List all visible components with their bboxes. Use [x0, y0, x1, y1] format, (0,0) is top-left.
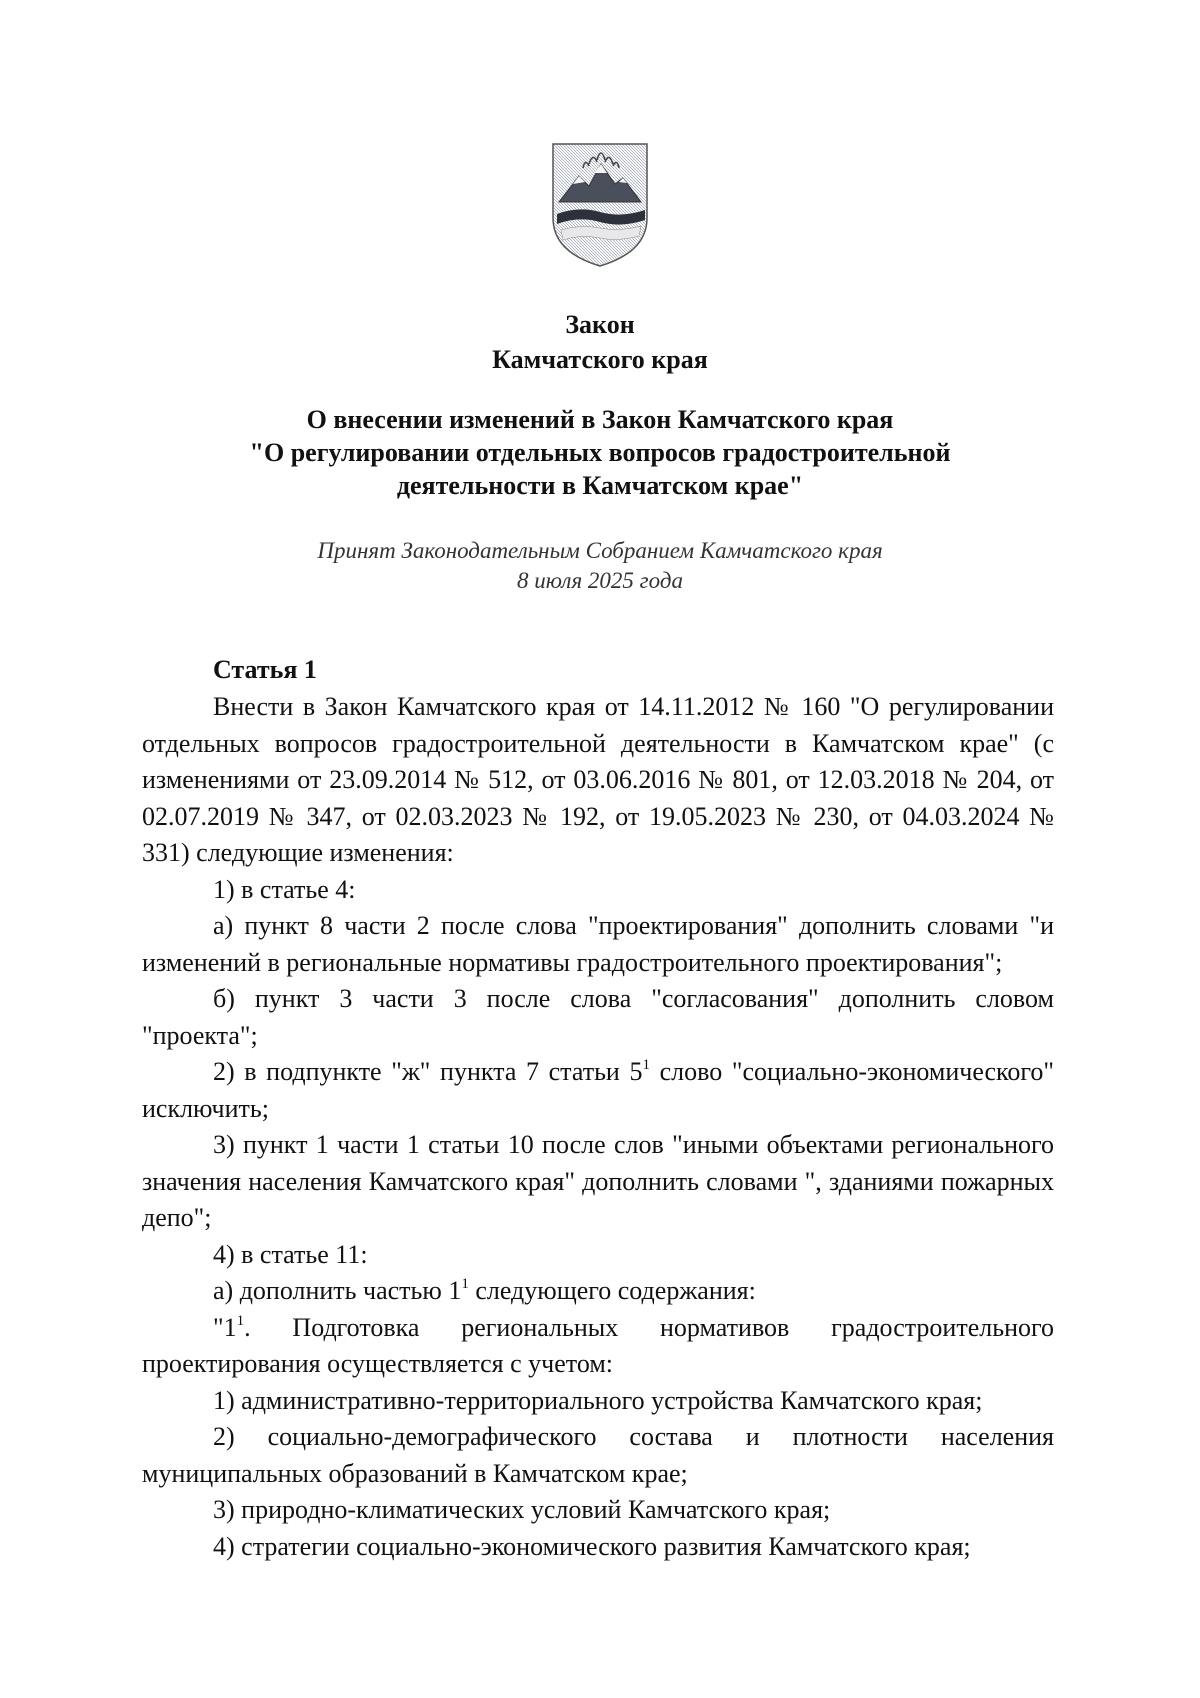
adoption-note [0, 536, 1200, 596]
article-body [142, 651, 1054, 1565]
item-text: "1 [213, 1312, 237, 1342]
article-item: 1) в статье 4: [213, 874, 356, 904]
superscript: 1 [642, 1057, 650, 1074]
document-subtitle [0, 403, 1200, 502]
title-line: Закон [565, 310, 635, 339]
list-item: 2) социально-демографического состава и плотности населения муниципальных образований в Камчатском крае; [142, 1422, 1054, 1488]
document-title [0, 307, 1200, 377]
subtitle-line: "О регулировании отдельных вопросов градостроительной [249, 438, 951, 467]
article-item [142, 1054, 1054, 1127]
item-text: слово "социально-экономического" исключить; [142, 1057, 1054, 1123]
item-text: следующего содержания: [468, 1276, 756, 1305]
adoption-date: 8 июля 2025 года [517, 568, 683, 593]
article-quote [142, 1310, 1054, 1383]
item-text: . Подготовка региональных нормативов градостроительного проектирования осуществляется с учетом: [142, 1312, 1054, 1378]
kamchatka-coat-of-arms-icon [549, 140, 651, 270]
subtitle-line: О внесении изменений в Закон Камчатского края [306, 405, 894, 434]
article-subitem: б) пункт 3 части 3 после слова "согласования" дополнить словом "проекта"; [142, 984, 1054, 1050]
item-text: а) дополнить частью 1 [213, 1276, 462, 1305]
article-paragraph: Внести в Закон Камчатского края от 14.11.2012 № 160 "О регулировании отдельных вопросов градостроительной деятельности в Камчатском крае" (с изменениями от 23.09.2014 № 512, от 03.06.2016 № 801, от 12.03.2018 № 204, от 02.07.2019 № 347, от 02.03.2023 № 192, от 19.05.2023 № 230, от 04.03.2024 № 331) следующие изменения: [142, 692, 1054, 867]
article-item: 4) в статье 11: [213, 1239, 368, 1269]
article-heading: Статья 1 [213, 655, 317, 684]
superscript: 1 [461, 1276, 469, 1293]
article-subitem [142, 1273, 1054, 1310]
list-item: 1) административно-территориального устройства Камчатского края; [213, 1385, 983, 1415]
item-text: 2) в подпункте "ж" пункта 7 статьи 5 [213, 1057, 643, 1086]
article-subitem: а) пункт 8 части 2 после слова "проектирования" дополнить словами "и изменений в региональные нормативы градостроительного проектирования"; [142, 911, 1054, 977]
article-item: 3) пункт 1 части 1 статьи 10 после слов "иными объектами регионального значения населения Камчатского края" дополнить словами ", зданиями пожарных депо"; [142, 1130, 1054, 1232]
list-item: 4) стратегии социально-экономического развития Камчатского края; [213, 1531, 971, 1561]
subtitle-line: деятельности в Камчатском крае" [396, 471, 804, 500]
list-item: 3) природно-климатических условий Камчатского края; [213, 1495, 831, 1524]
title-line: Камчатского края [492, 345, 708, 374]
superscript: 1 [236, 1312, 245, 1329]
adoption-line: Принят Законодательным Собранием Камчатского края [317, 538, 883, 563]
